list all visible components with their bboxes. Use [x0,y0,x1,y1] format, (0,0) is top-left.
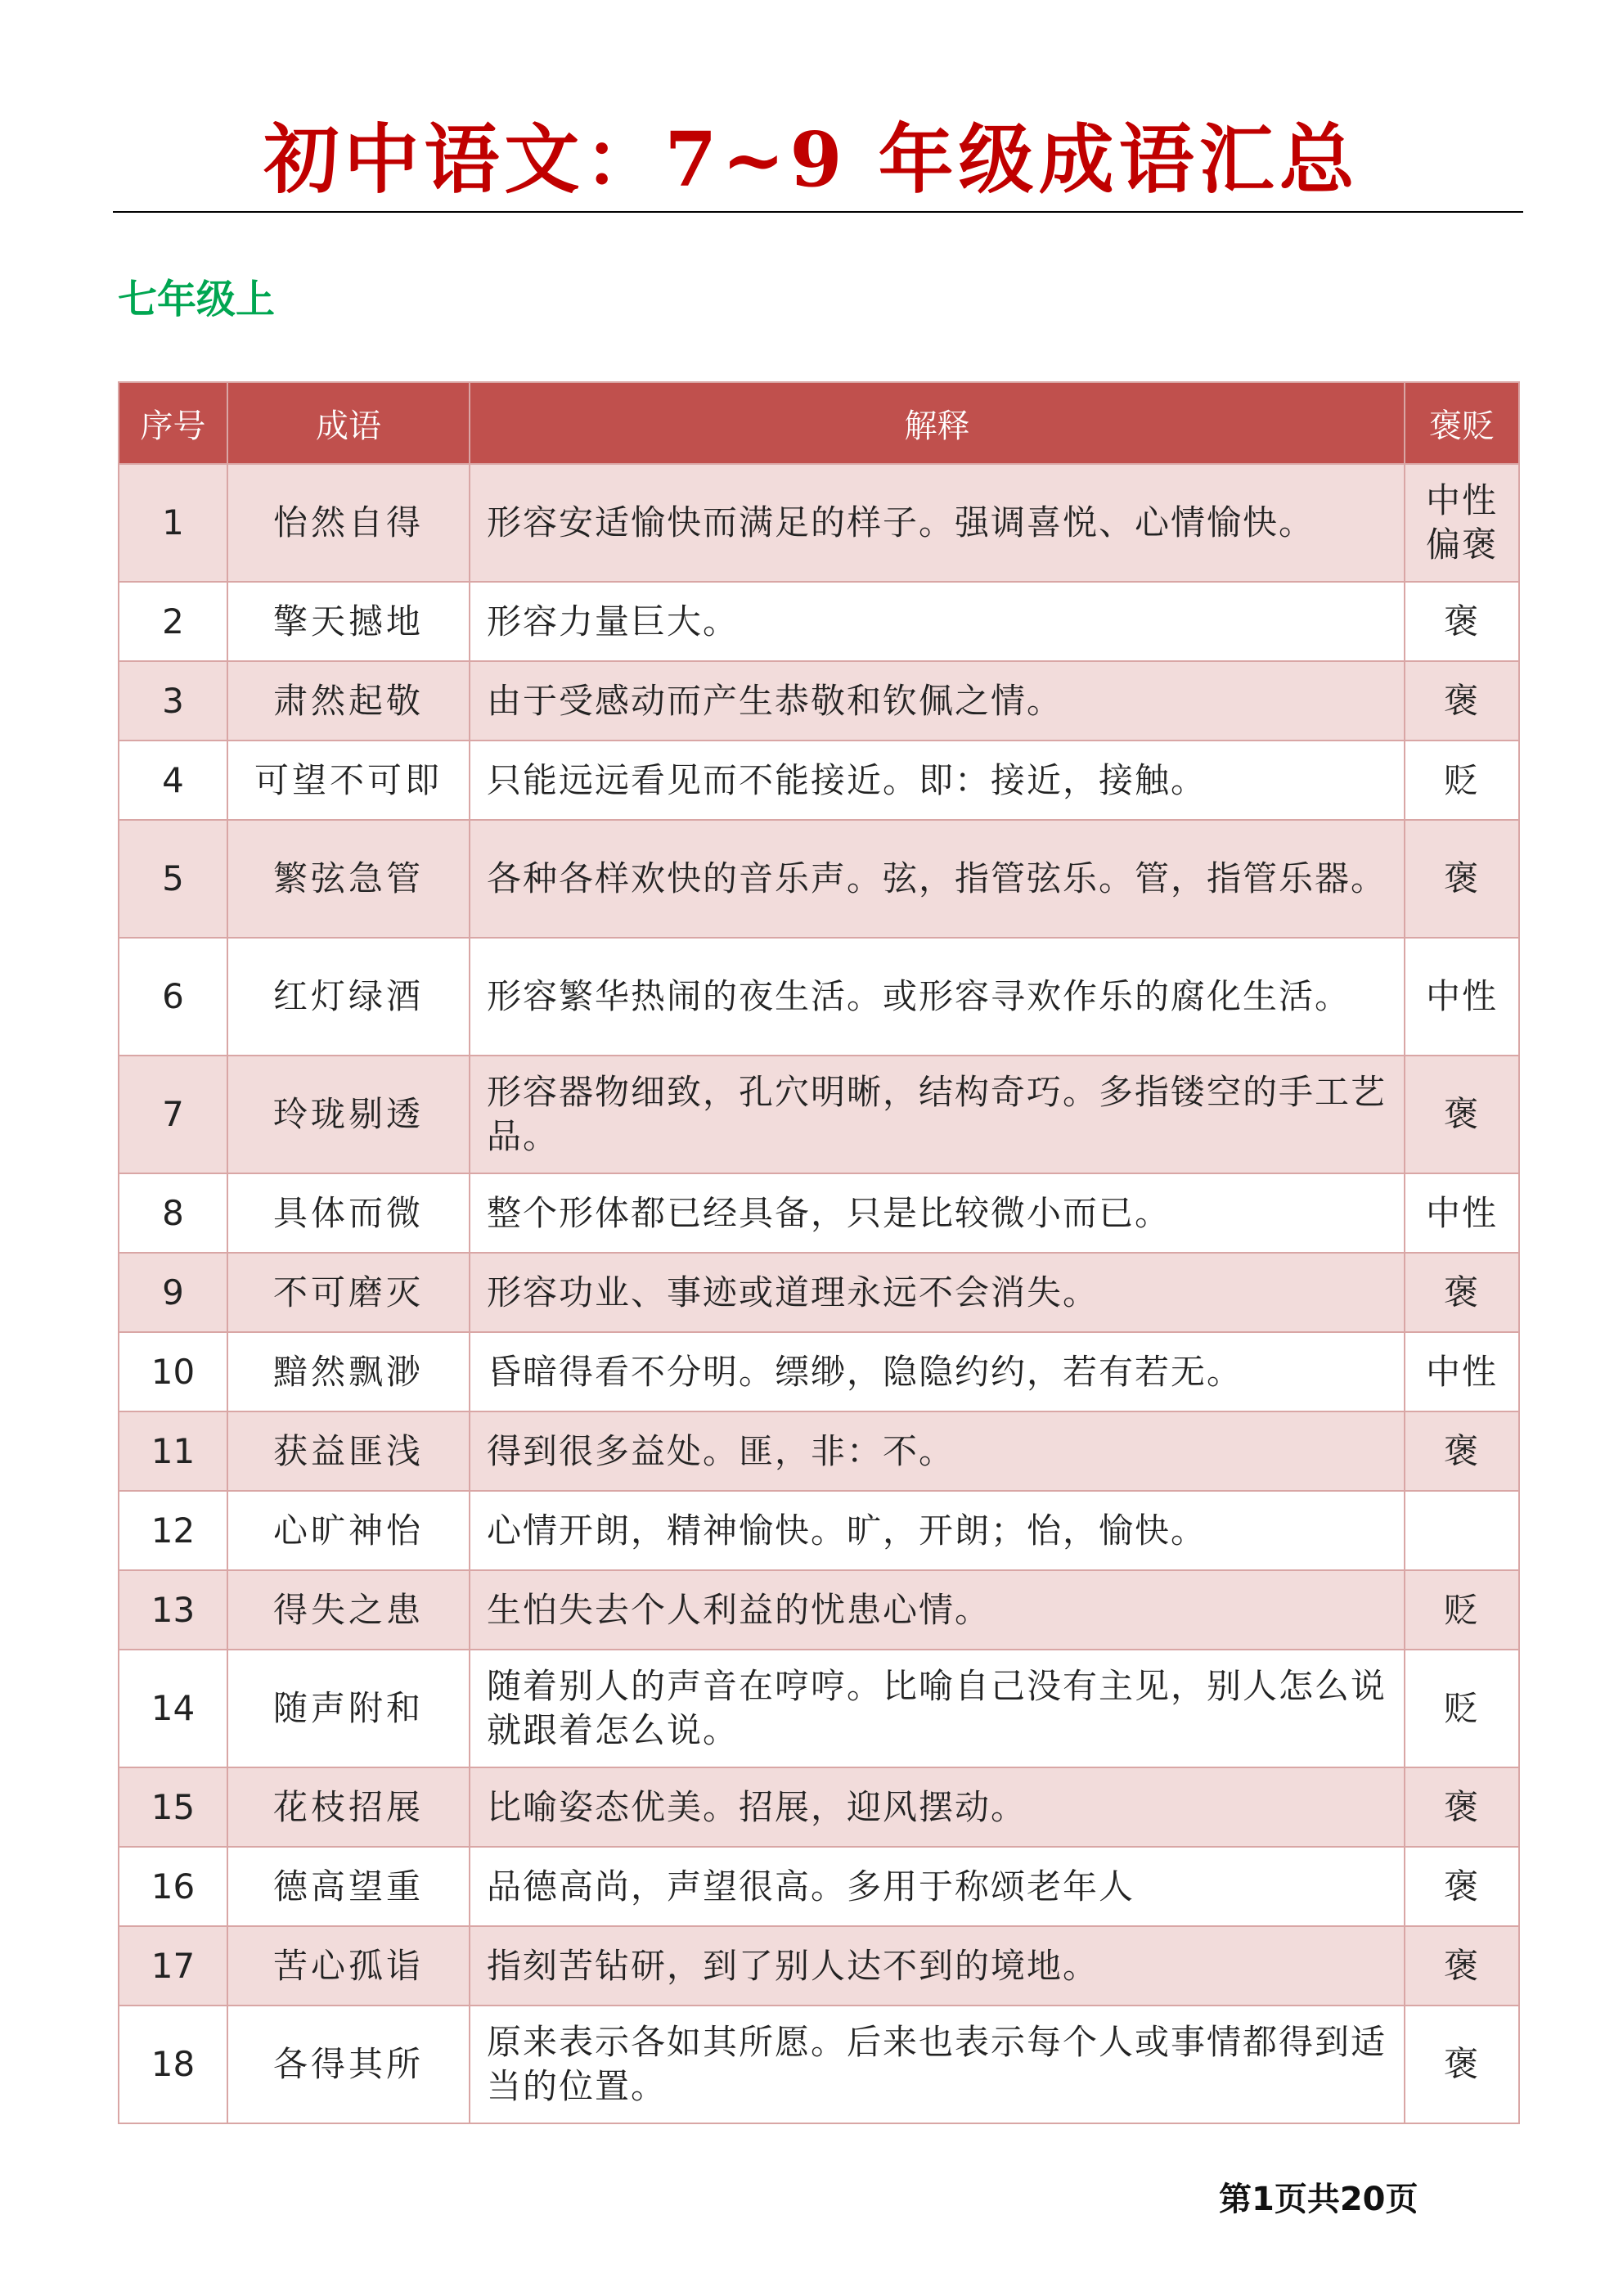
table-row [119,582,1519,661]
table-row [119,1056,1519,1173]
row-tone: 褒 [1405,582,1519,661]
row-explanation: 心情开朗，精神愉快。旷，开朗；怡，愉快。 [470,1491,1405,1570]
table-row [119,938,1519,1056]
row-idiom: 红灯绿酒 [227,938,470,1056]
row-number: 7 [119,1056,227,1173]
row-idiom: 花枝招展 [227,1767,470,1847]
page-title: 初中语文：7~9 年级成语汇总 [263,115,1360,204]
row-tone: 贬 [1405,1570,1519,1650]
row-explanation: 形容力量巨大。 [470,582,1405,661]
row-tone: 贬 [1405,1650,1519,1767]
row-number: 6 [119,938,227,1056]
row-idiom: 可望不可即 [227,741,470,820]
row-explanation: 各种各样欢快的音乐声。弦，指管弦乐。管，指管乐器。 [470,820,1405,938]
row-explanation: 形容功业、事迹或道理永远不会消失。 [470,1253,1405,1332]
row-explanation: 原来表示各如其所愿。后来也表示每个人或事情都得到适当的位置。 [470,2006,1405,2123]
idiom-table [118,381,1520,2124]
row-number: 1 [119,464,227,582]
row-tone: 中性 [1405,938,1519,1056]
row-idiom: 玲珑剔透 [227,1056,470,1173]
row-tone: 褒 [1405,1926,1519,2006]
row-idiom: 各得其所 [227,2006,470,2123]
row-tone: 褒 [1405,1411,1519,1491]
title-divider [113,211,1523,213]
row-number: 10 [119,1332,227,1411]
row-number: 8 [119,1173,227,1253]
row-tone: 褒 [1405,1847,1519,1926]
row-idiom: 具体而微 [227,1173,470,1253]
table-row [119,1411,1519,1491]
row-explanation: 品德高尚，声望很高。多用于称颂老年人 [470,1847,1405,1926]
row-explanation: 由于受感动而产生恭敬和钦佩之情。 [470,661,1405,741]
row-idiom: 黯然飘渺 [227,1332,470,1411]
row-explanation: 形容器物细致，孔穴明晰，结构奇巧。多指镂空的手工艺品。 [470,1056,1405,1173]
row-tone: 中性 [1405,1173,1519,1253]
row-tone: 褒 [1405,1253,1519,1332]
row-idiom: 心旷神怡 [227,1491,470,1570]
table-row [119,1570,1519,1650]
column-header-idiom: 成语 [227,382,470,464]
row-number: 17 [119,1926,227,2006]
row-idiom: 德高望重 [227,1847,470,1926]
row-idiom: 怡然自得 [227,464,470,582]
row-number: 18 [119,2006,227,2123]
table-row [119,1253,1519,1332]
column-header-tone: 褒贬 [1405,382,1519,464]
column-header-explanation: 解释 [470,382,1405,464]
row-number: 9 [119,1253,227,1332]
row-number: 14 [119,1650,227,1767]
row-number: 4 [119,741,227,820]
row-number: 5 [119,820,227,938]
row-idiom: 肃然起敬 [227,661,470,741]
row-idiom: 擎天撼地 [227,582,470,661]
row-explanation: 形容安适愉快而满足的样子。强调喜悦、心情愉快。 [470,464,1405,582]
row-number: 3 [119,661,227,741]
table-row [119,661,1519,741]
row-number: 11 [119,1411,227,1491]
table-row [119,1173,1519,1253]
row-explanation: 指刻苦钻研，到了别人达不到的境地。 [470,1926,1405,2006]
row-explanation: 比喻姿态优美。招展，迎风摆动。 [470,1767,1405,1847]
row-number: 15 [119,1767,227,1847]
page-footer: 第1页共20页 [1219,2181,1418,2218]
row-explanation: 形容繁华热闹的夜生活。或形容寻欢作乐的腐化生活。 [470,938,1405,1056]
row-tone: 褒 [1405,2006,1519,2123]
table-row [119,1332,1519,1411]
row-number: 2 [119,582,227,661]
section-heading: 七年级上 [118,277,276,322]
row-tone: 贬 [1405,741,1519,820]
row-number: 16 [119,1847,227,1926]
row-idiom: 不可磨灭 [227,1253,470,1332]
table-row [119,2006,1519,2123]
table-row [119,741,1519,820]
table-row [119,464,1519,582]
row-explanation: 生怕失去个人利益的忧患心情。 [470,1570,1405,1650]
row-explanation: 只能远远看见而不能接近。即：接近，接触。 [470,741,1405,820]
table-row [119,1650,1519,1767]
table-header-row [119,382,1519,464]
table-row [119,1847,1519,1926]
row-tone [1405,1491,1519,1570]
table-row [119,820,1519,938]
row-explanation: 整个形体都已经具备，只是比较微小而已。 [470,1173,1405,1253]
table-row [119,1926,1519,2006]
row-tone: 褒 [1405,1767,1519,1847]
row-idiom: 随声附和 [227,1650,470,1767]
row-explanation: 随着别人的声音在哼哼。比喻自己没有主见，别人怎么说就跟着怎么说。 [470,1650,1405,1767]
table-row [119,1491,1519,1570]
row-explanation: 昏暗得看不分明。缥缈，隐隐约约，若有若无。 [470,1332,1405,1411]
row-idiom: 繁弦急管 [227,820,470,938]
row-tone: 褒 [1405,820,1519,938]
row-idiom: 苦心孤诣 [227,1926,470,2006]
row-tone: 褒 [1405,661,1519,741]
row-tone: 中性 [1405,1332,1519,1411]
row-explanation: 得到很多益处。匪，非：不。 [470,1411,1405,1491]
row-idiom: 获益匪浅 [227,1411,470,1491]
row-tone: 中性偏褒 [1405,464,1519,582]
column-header-number: 序号 [119,382,227,464]
table-row [119,1767,1519,1847]
row-tone: 褒 [1405,1056,1519,1173]
row-number: 13 [119,1570,227,1650]
row-number: 12 [119,1491,227,1570]
row-idiom: 得失之患 [227,1570,470,1650]
